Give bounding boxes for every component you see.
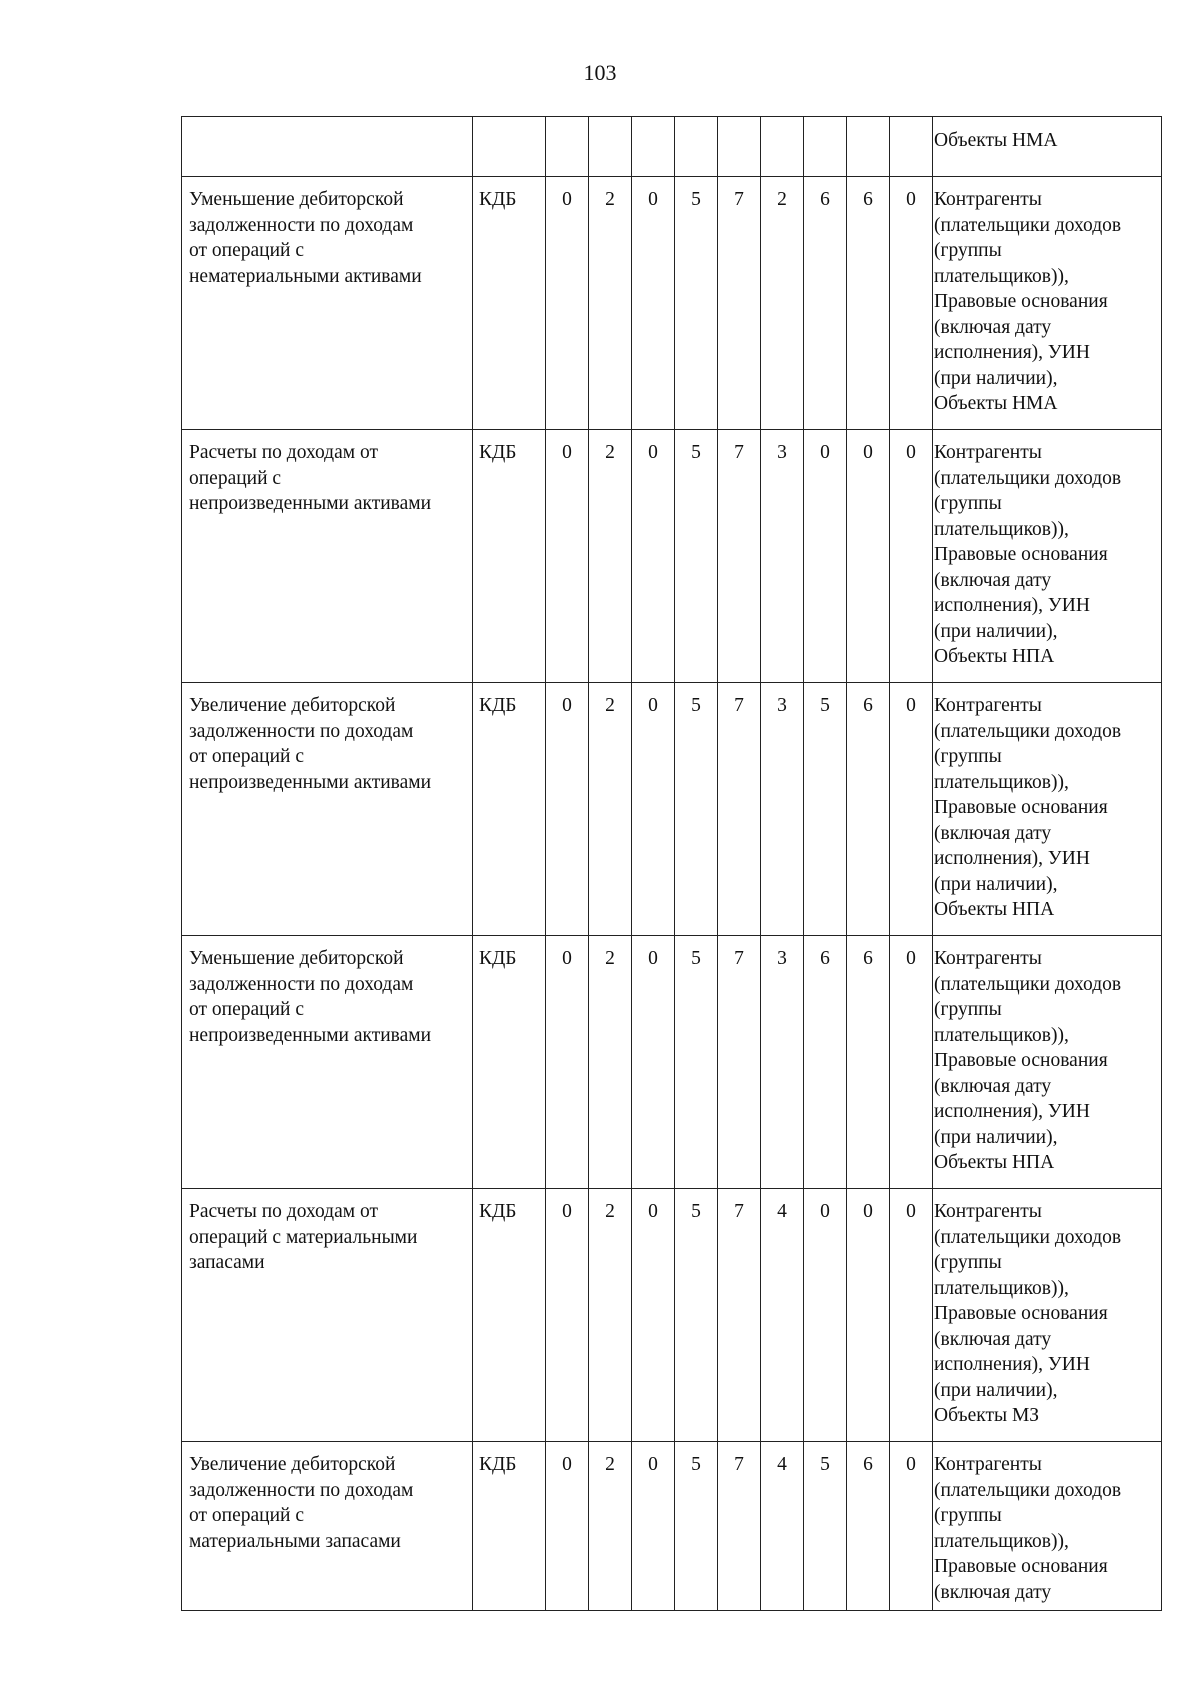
account-name-line: Расчеты по доходам от — [189, 1201, 378, 1222]
account-name-cell — [182, 683, 473, 936]
digit-cell — [847, 117, 890, 177]
account-name-cell — [182, 1189, 473, 1442]
digit-cell: 6 — [847, 177, 890, 430]
account-name-cell — [182, 430, 473, 683]
analytics-line: исполнения), УИН — [934, 595, 1090, 616]
digit-cell: 2 — [589, 177, 632, 430]
analytics-line: Правовые основания — [934, 544, 1108, 565]
digit-cell — [546, 117, 589, 177]
digit-cell: 7 — [718, 177, 761, 430]
table-row — [182, 683, 1162, 936]
account-name-line: непроизведенными активами — [189, 771, 432, 793]
digit-cell: 0 — [546, 1442, 589, 1611]
analytics-line: Контрагенты — [934, 189, 1042, 210]
analytics-line: (плательщики доходов — [934, 214, 1122, 236]
analytics-line: (при наличии), — [934, 1126, 1058, 1148]
digit-cell: 7 — [718, 430, 761, 683]
digit-cell — [589, 117, 632, 177]
digit-cell: 0 — [890, 430, 933, 683]
analytics-line: (плательщики доходов — [934, 1226, 1122, 1248]
digit-cell: 3 — [761, 936, 804, 1189]
digit-cell: 6 — [847, 683, 890, 936]
digit-cell: 0 — [890, 177, 933, 430]
analytics-line: (группы — [934, 1252, 1002, 1273]
analytics-line: Объекты НМА — [934, 130, 1058, 151]
account-name-line: запасами — [189, 1252, 265, 1273]
digit-cell: 0 — [890, 683, 933, 936]
digit-cell: 0 — [546, 683, 589, 936]
analytics-line: плательщиков)), — [934, 771, 1069, 793]
code-kind-cell: КДБ — [473, 430, 546, 683]
account-name-line: Уменьшение дебиторской — [189, 948, 404, 969]
page-number: 103 — [583, 60, 617, 85]
analytics-line: Объекты НПА — [934, 899, 1055, 920]
table-body — [182, 117, 1162, 1611]
account-name-cell — [182, 117, 473, 177]
account-name-line: Уменьшение дебиторской — [189, 189, 404, 210]
digit-cell: 5 — [675, 177, 718, 430]
code-kind-cell: КДБ — [473, 683, 546, 936]
digit-cell: 0 — [546, 177, 589, 430]
account-name-line: операций с материальными — [189, 1226, 418, 1248]
digit-cell — [632, 117, 675, 177]
digit-cell: 0 — [632, 177, 675, 430]
account-name-line: задолженности по доходам — [189, 720, 414, 742]
digit-cell: 0 — [890, 1189, 933, 1442]
analytics-line: плательщиков)), — [934, 1277, 1069, 1299]
analytics-line: (включая дату — [934, 1581, 1052, 1603]
analytics-cell — [933, 430, 1162, 683]
digit-cell: 0 — [847, 430, 890, 683]
digit-cell: 5 — [804, 1442, 847, 1611]
digit-cell: 3 — [761, 683, 804, 936]
table-row — [182, 430, 1162, 683]
digit-cell: 7 — [718, 1442, 761, 1611]
table-row — [182, 177, 1162, 430]
analytics-line: плательщиков)), — [934, 1530, 1069, 1552]
account-name-cell — [182, 177, 473, 430]
analytics-line: исполнения), УИН — [934, 342, 1090, 363]
account-name-line: непроизведенными активами — [189, 1024, 432, 1046]
digit-cell: 0 — [804, 1189, 847, 1442]
analytics-line: исполнения), УИН — [934, 1101, 1090, 1122]
analytics-line: (группы — [934, 493, 1002, 514]
digit-cell: 0 — [847, 1189, 890, 1442]
digit-cell — [804, 117, 847, 177]
digit-cell: 5 — [675, 430, 718, 683]
analytics-line: Объекты НПА — [934, 1152, 1055, 1173]
digit-cell: 2 — [589, 1442, 632, 1611]
account-name-line: от операций с — [189, 240, 304, 261]
table-row — [182, 1442, 1162, 1611]
analytics-line: (включая дату — [934, 316, 1052, 338]
analytics-line: Контрагенты — [934, 442, 1042, 463]
digit-cell: 7 — [718, 683, 761, 936]
account-name-line: от операций с — [189, 999, 304, 1020]
analytics-line: исполнения), УИН — [934, 848, 1090, 869]
analytics-line: Правовые основания — [934, 1050, 1108, 1071]
analytics-cell — [933, 1442, 1162, 1611]
analytics-line: (плательщики доходов — [934, 720, 1122, 742]
digit-cell: 2 — [589, 430, 632, 683]
digit-cell: 0 — [632, 430, 675, 683]
analytics-line: Объекты НПА — [934, 646, 1055, 667]
account-name-line: задолженности по доходам — [189, 214, 414, 236]
code-kind-cell — [473, 117, 546, 177]
digit-cell — [761, 117, 804, 177]
account-name-cell — [182, 1442, 473, 1611]
digit-cell: 5 — [675, 683, 718, 936]
digit-cell: 4 — [761, 1442, 804, 1611]
analytics-line: Контрагенты — [934, 695, 1042, 716]
digit-cell: 5 — [675, 936, 718, 1189]
analytics-line: Правовые основания — [934, 1303, 1108, 1324]
analytics-cell — [933, 177, 1162, 430]
account-name-line: Увеличение дебиторской — [189, 695, 396, 716]
analytics-line: (при наличии), — [934, 873, 1058, 895]
analytics-cell — [933, 683, 1162, 936]
account-name-cell — [182, 936, 473, 1189]
digit-cell: 0 — [804, 430, 847, 683]
analytics-line: (включая дату — [934, 569, 1052, 591]
digit-cell: 6 — [804, 936, 847, 1189]
digit-cell: 0 — [632, 683, 675, 936]
analytics-line: Правовые основания — [934, 1556, 1108, 1577]
digit-cell: 5 — [804, 683, 847, 936]
analytics-line: (включая дату — [934, 1075, 1052, 1097]
digit-cell: 0 — [890, 1442, 933, 1611]
code-kind-cell: КДБ — [473, 1189, 546, 1442]
analytics-line: Контрагенты — [934, 1454, 1042, 1475]
account-name-line: Расчеты по доходам от — [189, 442, 378, 463]
analytics-line: Объекты МЗ — [934, 1405, 1040, 1426]
digit-cell — [718, 117, 761, 177]
analytics-line: (при наличии), — [934, 367, 1058, 389]
analytics-line: исполнения), УИН — [934, 1354, 1090, 1375]
analytics-line: (группы — [934, 999, 1002, 1020]
account-name-line: непроизведенными активами — [189, 493, 432, 514]
analytics-line: Правовые основания — [934, 291, 1108, 312]
analytics-cell — [933, 117, 1162, 177]
analytics-line: (включая дату — [934, 1328, 1052, 1350]
digit-cell: 2 — [761, 177, 804, 430]
analytics-line: (при наличии), — [934, 1379, 1058, 1401]
digit-cell: 0 — [890, 936, 933, 1189]
digit-cell: 0 — [546, 430, 589, 683]
analytics-line: (плательщики доходов — [934, 467, 1122, 489]
digit-cell: 0 — [546, 936, 589, 1189]
code-kind-cell: КДБ — [473, 177, 546, 430]
digit-cell: 2 — [589, 683, 632, 936]
analytics-cell — [933, 1189, 1162, 1442]
analytics-line: (при наличии), — [934, 620, 1058, 642]
digit-cell: 6 — [847, 936, 890, 1189]
analytics-line: плательщиков)), — [934, 1024, 1069, 1046]
account-name-line: от операций с — [189, 746, 304, 767]
digit-cell: 7 — [718, 1189, 761, 1442]
analytics-line: плательщиков)), — [934, 518, 1069, 540]
analytics-line: Контрагенты — [934, 948, 1042, 969]
table-row — [182, 936, 1162, 1189]
digit-cell: 0 — [632, 1442, 675, 1611]
code-kind-cell: КДБ — [473, 1442, 546, 1611]
account-name-line: Увеличение дебиторской — [189, 1454, 396, 1475]
digit-cell: 4 — [761, 1189, 804, 1442]
analytics-line: (группы — [934, 240, 1002, 261]
analytics-line: Объекты НМА — [934, 393, 1058, 414]
analytics-cell — [933, 936, 1162, 1189]
digit-cell: 7 — [718, 936, 761, 1189]
digit-cell: 0 — [632, 936, 675, 1189]
analytics-line: плательщиков)), — [934, 265, 1069, 287]
analytics-line: (группы — [934, 746, 1002, 767]
digit-cell: 3 — [761, 430, 804, 683]
analytics-line: (группы — [934, 1505, 1002, 1526]
digit-cell: 5 — [675, 1442, 718, 1611]
digit-cell — [675, 117, 718, 177]
digit-cell: 2 — [589, 936, 632, 1189]
analytics-line: (плательщики доходов — [934, 1479, 1122, 1501]
table-row — [182, 1189, 1162, 1442]
account-name-line: материальными запасами — [189, 1530, 401, 1552]
digit-cell: 0 — [632, 1189, 675, 1442]
account-name-line: операций с — [189, 467, 282, 489]
account-name-line: от операций с — [189, 1505, 304, 1526]
digit-cell: 0 — [546, 1189, 589, 1442]
analytics-line: (включая дату — [934, 822, 1052, 844]
account-name-line: задолженности по доходам — [189, 1479, 414, 1501]
analytics-line: (плательщики доходов — [934, 973, 1122, 995]
digit-cell — [890, 117, 933, 177]
digit-cell: 2 — [589, 1189, 632, 1442]
code-kind-cell: КДБ — [473, 936, 546, 1189]
accounts-table — [181, 116, 1162, 1611]
analytics-line: Правовые основания — [934, 797, 1108, 818]
account-name-line: нематериальными активами — [189, 265, 422, 287]
table-row — [182, 117, 1162, 177]
account-name-line: задолженности по доходам — [189, 973, 414, 995]
digit-cell: 6 — [847, 1442, 890, 1611]
digit-cell: 6 — [804, 177, 847, 430]
digit-cell: 5 — [675, 1189, 718, 1442]
analytics-line: Контрагенты — [934, 1201, 1042, 1222]
